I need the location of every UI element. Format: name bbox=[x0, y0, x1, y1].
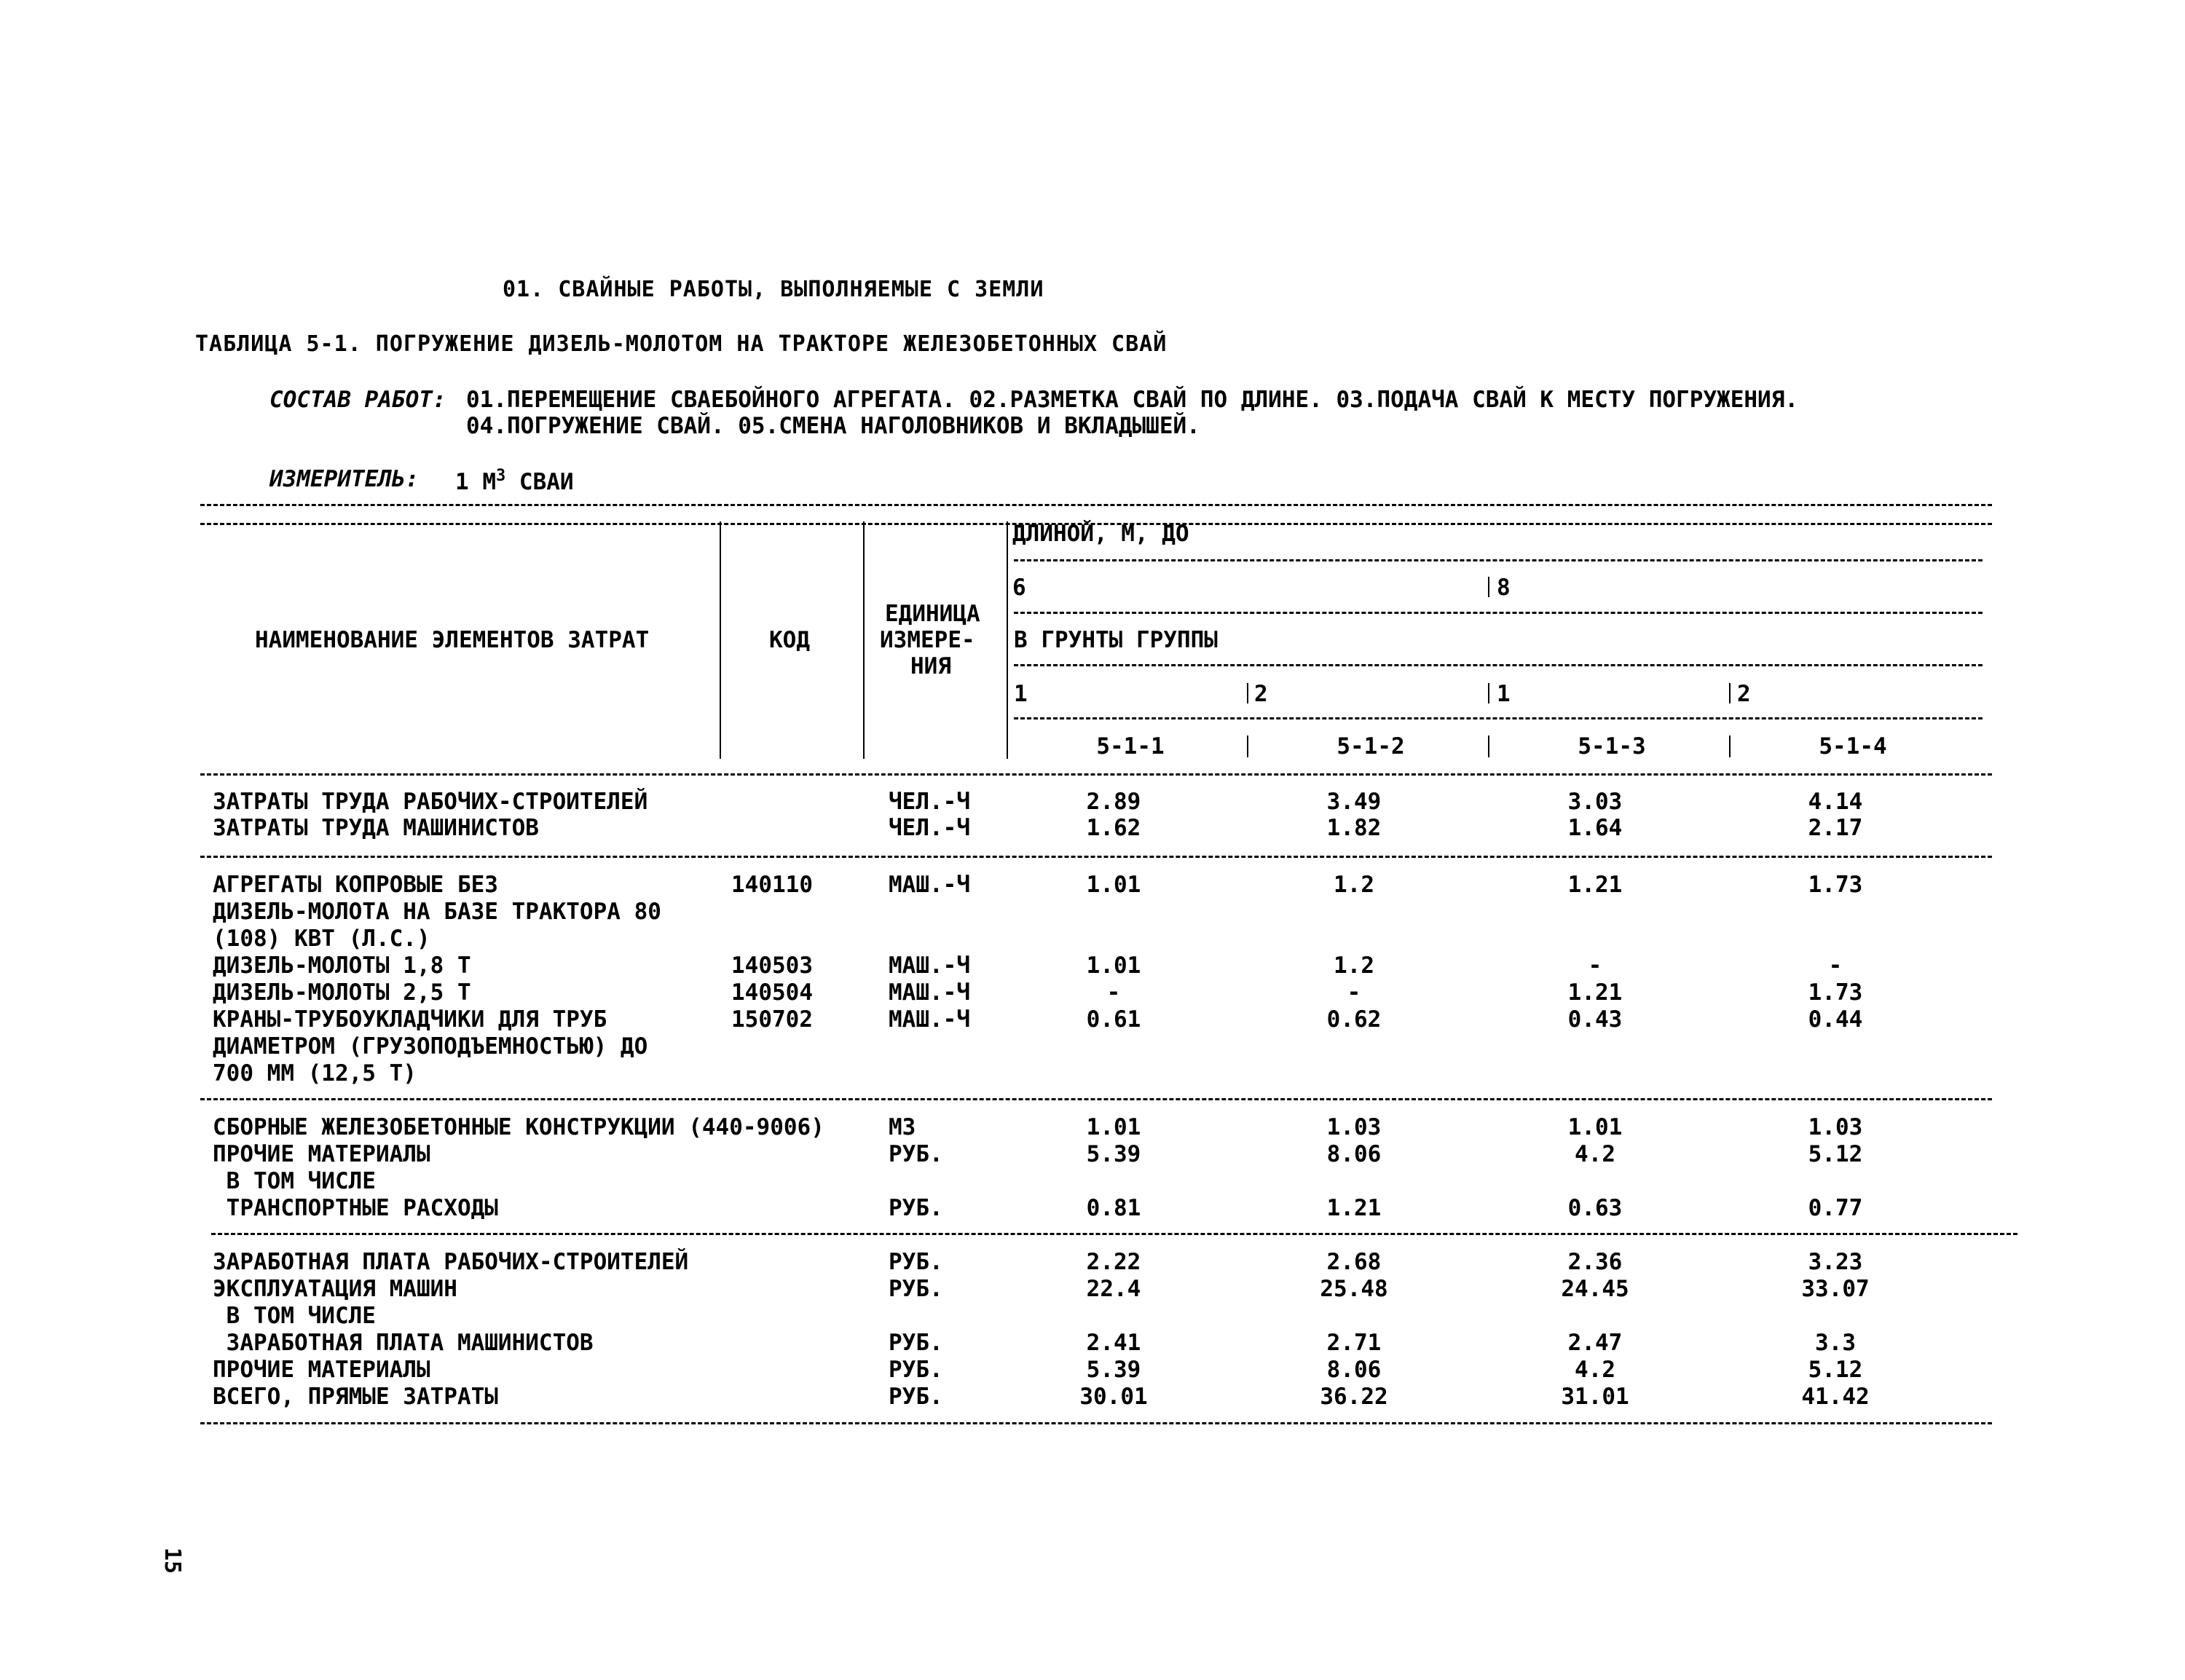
row-name: ПРОЧИЕ МАТЕРИАЛЫ bbox=[213, 1357, 430, 1383]
row-unit: РУБ. bbox=[889, 1249, 943, 1275]
row-value-col-1: 2.22 bbox=[1086, 1249, 1141, 1275]
header-len8: 8 bbox=[1497, 575, 1511, 601]
row-unit: МАШ.-Ч bbox=[889, 953, 970, 979]
work-label: СОСТАВ РАБОТ: bbox=[269, 387, 446, 413]
row-value-col-2: 3.49 bbox=[1326, 789, 1382, 815]
header-length: ДЛИНОЙ, М, ДО bbox=[1012, 521, 1189, 547]
row-name: 700 ММ (12,5 Т) bbox=[213, 1060, 417, 1087]
rule-top-1 bbox=[200, 504, 1992, 506]
row-value-col-1: 5.39 bbox=[1086, 1357, 1141, 1383]
row-value-col-3: 1.64 bbox=[1567, 815, 1623, 841]
table-title: ТАБЛИЦА 5-1. ПОГРУЖЕНИЕ ДИЗЕЛЬ-МОЛОТОМ НА ТРАКТОРЕ ЖЕЛЕЗОБЕТОННЫХ СВАЙ bbox=[195, 331, 1168, 357]
row-value-col-3: 2.47 bbox=[1567, 1330, 1623, 1356]
rule-header-3 bbox=[1014, 664, 1983, 666]
row-value-col-2: 25.48 bbox=[1320, 1276, 1388, 1302]
row-value-col-2: 36.22 bbox=[1320, 1384, 1388, 1410]
row-value-col-1: 1.01 bbox=[1086, 1114, 1141, 1140]
row-value-col-1: - bbox=[1106, 979, 1121, 1006]
rule-header-1 bbox=[1014, 559, 1983, 561]
row-unit: ЧЕЛ.-Ч bbox=[889, 815, 970, 841]
rule-header-bottom bbox=[200, 773, 1992, 776]
row-code: 140110 bbox=[731, 872, 813, 898]
header-col-3: 5-1-3 bbox=[1578, 733, 1646, 760]
row-value-col-2: 2.71 bbox=[1326, 1330, 1382, 1356]
row-name: ЗАТРАТЫ ТРУДА РАБОЧИХ-СТРОИТЕЛЕЙ bbox=[213, 789, 648, 815]
row-name: ДИЗЕЛЬ-МОЛОТА НА БАЗЕ ТРАКТОРА 80 bbox=[213, 899, 661, 925]
row-unit: РУБ. bbox=[889, 1330, 943, 1356]
row-value-col-3: - bbox=[1588, 953, 1602, 979]
header-col-2: 5-1-2 bbox=[1336, 733, 1405, 760]
row-value-col-1: 5.39 bbox=[1086, 1141, 1141, 1167]
row-name: ДИАМЕТРОМ (ГРУЗОПОДЪЕМНОСТЬЮ) ДО bbox=[213, 1033, 648, 1060]
meter-suffix: СВАИ bbox=[505, 469, 574, 495]
row-value-col-3: 2.36 bbox=[1567, 1249, 1623, 1275]
row-unit: МАШ.-Ч bbox=[889, 1006, 970, 1033]
row-value-col-2: 2.68 bbox=[1326, 1249, 1382, 1275]
row-value-col-1: 1.01 bbox=[1086, 872, 1141, 898]
row-name: ТРАНСПОРТНЫЕ РАСХОДЫ bbox=[213, 1195, 498, 1221]
row-value-col-2: 1.2 bbox=[1334, 872, 1374, 898]
meter-label: ИЗМЕРИТЕЛЬ: bbox=[269, 466, 420, 492]
rule-section-2 bbox=[200, 1098, 1992, 1100]
g2a-divider bbox=[1247, 683, 1248, 703]
g1b-divider bbox=[1488, 683, 1489, 703]
row-value-col-1: 1.01 bbox=[1086, 953, 1141, 979]
meter-unit-sup: 3 bbox=[496, 467, 506, 485]
row-name: ВСЕГО, ПРЯМЫЕ ЗАТРАТЫ bbox=[213, 1384, 498, 1410]
row-value-col-2: 8.06 bbox=[1326, 1357, 1382, 1383]
row-value-col-4: 1.73 bbox=[1808, 979, 1863, 1006]
row-value-col-2: 1.03 bbox=[1326, 1114, 1382, 1140]
row-value-col-3: 0.63 bbox=[1567, 1195, 1623, 1221]
row-unit: ЧЕЛ.-Ч bbox=[889, 789, 970, 815]
header-divider-3 bbox=[1007, 521, 1008, 759]
row-value-col-4: 41.42 bbox=[1801, 1384, 1870, 1410]
row-value-col-4: 0.77 bbox=[1808, 1195, 1863, 1221]
row-value-col-1: 1.62 bbox=[1086, 815, 1141, 841]
row-name: СБОРНЫЕ ЖЕЛЕЗОБЕТОННЫЕ КОНСТРУКЦИИ (440-9006) bbox=[213, 1114, 824, 1140]
row-name: В ТОМ ЧИСЛЕ bbox=[213, 1168, 376, 1194]
row-name: ПРОЧИЕ МАТЕРИАЛЫ bbox=[213, 1141, 430, 1167]
row-value-col-1: 0.81 bbox=[1086, 1195, 1141, 1221]
header-soil: В ГРУНТЫ ГРУППЫ bbox=[1014, 627, 1218, 653]
row-value-col-3: 1.21 bbox=[1567, 979, 1623, 1006]
row-value-col-4: 1.03 bbox=[1808, 1114, 1863, 1140]
header-divider-6 bbox=[1729, 736, 1731, 757]
header-divider-2 bbox=[863, 521, 865, 759]
header-code: КОД bbox=[769, 627, 810, 653]
row-name: ЗАРАБОТНАЯ ПЛАТА РАБОЧИХ-СТРОИТЕЛЕЙ bbox=[213, 1249, 689, 1275]
row-unit: РУБ. bbox=[889, 1357, 943, 1383]
header-name: НАИМЕНОВАНИЕ ЭЛЕМЕНТОВ ЗАТРАТ bbox=[255, 627, 650, 653]
work-line-2: 04.ПОГРУЖЕНИЕ СВАЙ. 05.СМЕНА НАГОЛОВНИКОВ И ВКЛАДЫШЕЙ. bbox=[466, 413, 1200, 439]
rule-section-3 bbox=[211, 1233, 2017, 1235]
row-value-col-3: 4.2 bbox=[1575, 1357, 1615, 1383]
row-value-col-4: - bbox=[1828, 953, 1843, 979]
row-value-col-4: 0.44 bbox=[1808, 1006, 1863, 1033]
row-value-col-1: 2.41 bbox=[1086, 1330, 1141, 1356]
g2b-divider bbox=[1729, 683, 1731, 703]
row-value-col-1: 30.01 bbox=[1079, 1384, 1148, 1410]
row-value-col-3: 24.45 bbox=[1561, 1276, 1629, 1302]
row-value-col-3: 3.03 bbox=[1567, 789, 1623, 815]
row-name: ЗАРАБОТНАЯ ПЛАТА МАШИНИСТОВ bbox=[213, 1330, 594, 1356]
row-value-col-4: 3.23 bbox=[1808, 1249, 1863, 1275]
row-value-col-1: 22.4 bbox=[1086, 1276, 1141, 1302]
header-unit-1: ЕДИНИЦА bbox=[885, 601, 980, 627]
header-len6: 6 bbox=[1012, 575, 1026, 601]
row-value-col-4: 3.3 bbox=[1815, 1330, 1856, 1356]
rule-header-2 bbox=[1014, 612, 1983, 614]
header-g2b: 2 bbox=[1737, 681, 1751, 707]
row-value-col-1: 2.89 bbox=[1086, 789, 1141, 815]
row-name: ЗАТРАТЫ ТРУДА МАШИНИСТОВ bbox=[213, 815, 539, 841]
header-divider-5 bbox=[1488, 736, 1489, 757]
work-line-1: 01.ПЕРЕМЕЩЕНИЕ СВАЕБОЙНОГО АГРЕГАТА. 02.РАЗМЕТКА СВАЙ ПО ДЛИНЕ. 03.ПОДАЧА СВАЙ К МЕСТУ ПОГРУЖЕНИЯ. bbox=[466, 387, 1799, 413]
meter-unit: 1 М bbox=[455, 469, 496, 495]
header-g1b: 1 bbox=[1497, 681, 1511, 707]
row-value-col-4: 4.14 bbox=[1808, 789, 1863, 815]
header-col-1: 5-1-1 bbox=[1096, 733, 1165, 760]
row-name: ДИЗЕЛЬ-МОЛОТЫ 2,5 Т bbox=[213, 979, 471, 1006]
row-value-col-2: 1.2 bbox=[1334, 953, 1374, 979]
row-value-col-2: - bbox=[1347, 979, 1361, 1006]
row-name: (108) КВТ (Л.С.) bbox=[213, 926, 430, 952]
row-value-col-2: 1.21 bbox=[1326, 1195, 1382, 1221]
row-value-col-3: 4.2 bbox=[1575, 1141, 1615, 1167]
row-value-col-3: 31.01 bbox=[1561, 1384, 1629, 1410]
rule-header-4 bbox=[1014, 717, 1983, 719]
row-name: АГРЕГАТЫ КОПРОВЫЕ БЕЗ bbox=[213, 872, 498, 898]
row-value-col-4: 5.12 bbox=[1808, 1357, 1863, 1383]
rule-section-1 bbox=[200, 856, 1992, 858]
row-unit: МАШ.-Ч bbox=[889, 979, 970, 1006]
row-name: ДИЗЕЛЬ-МОЛОТЫ 1,8 Т bbox=[213, 953, 471, 979]
row-unit: РУБ. bbox=[889, 1384, 943, 1410]
row-value-col-4: 5.12 bbox=[1808, 1141, 1863, 1167]
row-value-col-1: 0.61 bbox=[1086, 1006, 1141, 1033]
row-value-col-4: 1.73 bbox=[1808, 872, 1863, 898]
row-value-col-4: 33.07 bbox=[1801, 1276, 1870, 1302]
row-code: 140504 bbox=[731, 979, 813, 1006]
row-unit: РУБ. bbox=[889, 1276, 943, 1302]
row-name: ЭКСПЛУАТАЦИЯ МАШИН bbox=[213, 1276, 457, 1302]
row-value-col-2: 0.62 bbox=[1326, 1006, 1382, 1033]
len8-divider bbox=[1488, 577, 1489, 597]
row-value-col-3: 1.01 bbox=[1567, 1114, 1623, 1140]
row-name: КРАНЫ-ТРУБОУКЛАДЧИКИ ДЛЯ ТРУБ bbox=[213, 1006, 607, 1033]
header-unit-2: ИЗМЕРЕ- bbox=[880, 627, 975, 653]
header-g1a: 1 bbox=[1014, 681, 1028, 707]
rule-bottom bbox=[200, 1422, 1992, 1424]
row-unit: М3 bbox=[889, 1114, 916, 1140]
page-number: 15 bbox=[160, 1547, 186, 1574]
row-value-col-2: 1.82 bbox=[1326, 815, 1382, 841]
row-value-col-3: 1.21 bbox=[1567, 872, 1623, 898]
header-divider-4 bbox=[1247, 736, 1248, 757]
row-unit: МАШ.-Ч bbox=[889, 872, 970, 898]
header-col-4: 5-1-4 bbox=[1819, 733, 1887, 760]
row-code: 150702 bbox=[731, 1006, 813, 1033]
row-unit: РУБ. bbox=[889, 1141, 943, 1167]
row-unit: РУБ. bbox=[889, 1195, 943, 1221]
header-unit-3: НИЯ bbox=[910, 653, 951, 679]
meter-value bbox=[455, 468, 574, 494]
section-heading: 01. СВАЙНЫЕ РАБОТЫ, ВЫПОЛНЯЕМЫЕ С ЗЕМЛИ bbox=[503, 277, 1044, 302]
row-value-col-4: 2.17 bbox=[1808, 815, 1863, 841]
row-name: В ТОМ ЧИСЛЕ bbox=[213, 1303, 376, 1329]
row-value-col-3: 0.43 bbox=[1567, 1006, 1623, 1033]
header-g2a: 2 bbox=[1254, 681, 1268, 707]
header-divider-1 bbox=[720, 521, 721, 759]
row-value-col-2: 8.06 bbox=[1326, 1141, 1382, 1167]
row-code: 140503 bbox=[731, 953, 813, 979]
